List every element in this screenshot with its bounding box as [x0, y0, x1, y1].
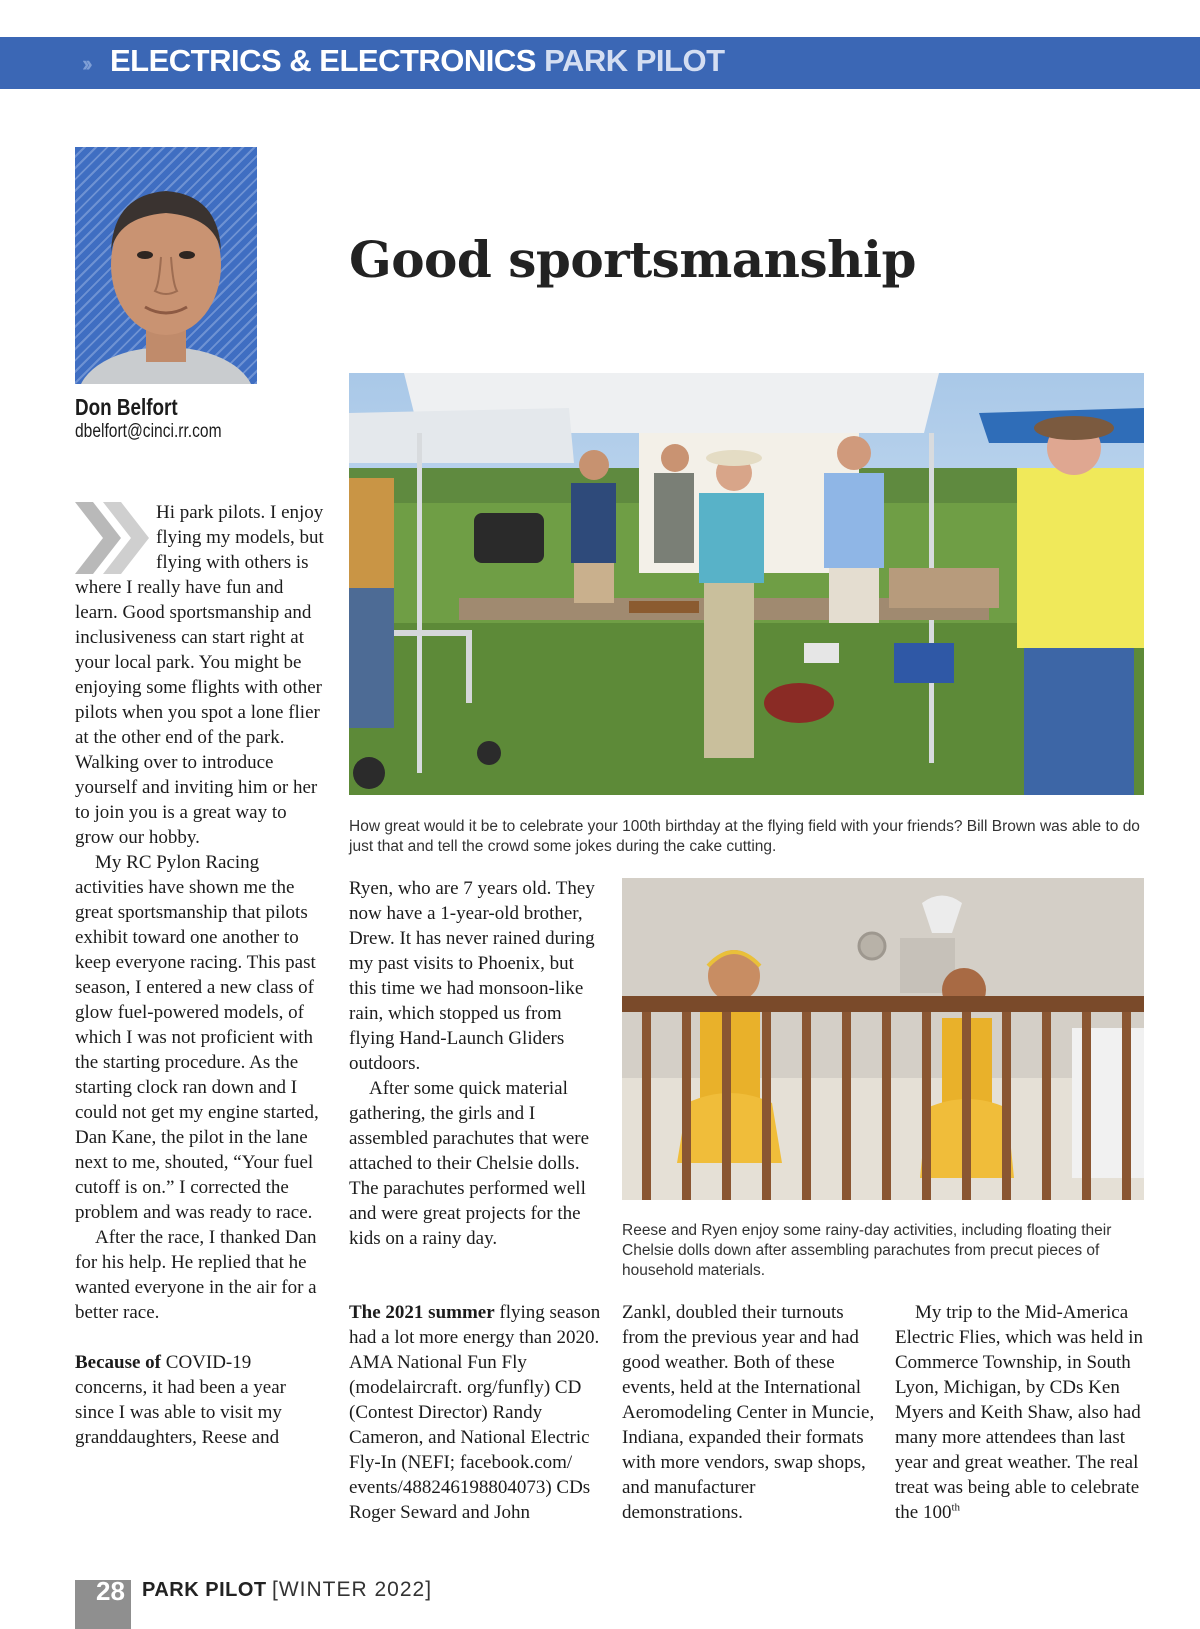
paragraph: Ryen, who are 7 years old. They now have a 1-year-old brother, Drew. It has never rained during my past visits to Phoenix, but this time we had monsoon-like rain, which stopped us from flying Hand-Launch Gliders outdoors. — [349, 878, 595, 1074]
section-header-bar — [0, 37, 1200, 89]
article-title: Good sportsmanship — [349, 230, 916, 289]
birthday-field-photo — [349, 373, 1144, 795]
paragraph-text: My trip to the Mid-America Electric Flies, which was held in Commerce Township, in South Lyon, Michigan, by CDs Ken Myers and Keith Shaw, also had many more attendees than last year and great weather. The real treat was being able to celebrate the 100 — [895, 1302, 1143, 1523]
ordinal-suffix: th — [951, 1501, 961, 1514]
paragraph: Hi park pilots. I enjoy flying my models, but flying with others is where I really have fun and learn. Good sportsmanship and inclusiveness can start right at your local park. You might be enjoying some flights with other pilots when you spot a lone flier at the other end of the park. Walking over to introduce yourself and inviting him or her to join you is a great way to grow our hobby. — [75, 502, 324, 848]
article-column-2 — [349, 876, 601, 1251]
author-email: dbelfort@cinci.rr.com — [75, 421, 222, 442]
paragraph: Zankl, doubled their turnouts from the previous year and had good weather. Both of these events, held at the International Aeromodeling Center in Muncie, Indiana, expanded their formats with more vendors, swap shops, and manufacturer demonstrations. — [622, 1302, 875, 1523]
paragraph-text: flying season had a lot more energy than 2020. AMA National Fun Fly (modelaircraft. org/funfly) CD (Contest Director) Randy Cameron, and National Electric Fly-In (NEFI; facebook.com/ events/488246198804073) CDs Roger Seward and John — [349, 1302, 601, 1523]
article-column-4 — [895, 1300, 1150, 1525]
author-headshot — [75, 147, 257, 384]
paragraph: My RC Pylon Racing activities have shown me the great sportsmanship that pilots exhibit toward one another to keep everyone racing. This past season, I entered a new class of glow fuel-powered models, of which I was not proficient with the starting procedure. As the starting clock ran down and I could not get my engine started, Dan Kane, the pilot in the lane next to me, shouted, “Your fuel cutoff is on.” I corrected the problem and was ready to race. — [75, 852, 319, 1223]
article-column-2-lower — [349, 1300, 601, 1525]
footer-magazine-name: PARK PILOT — [142, 1579, 267, 1601]
magazine-name: PARK PILOT — [544, 43, 725, 78]
paragraph — [895, 1300, 1150, 1525]
paragraph — [75, 1350, 327, 1450]
author-name: Don Belfort — [75, 394, 178, 420]
article-column-1 — [75, 500, 327, 1450]
photo-caption-birthday: How great would it be to celebrate your 100th birthday at the flying field with your friends? Bill Brown was able to do just that and tell the crowd some jokes during the cake cutting. — [349, 818, 1140, 855]
section-name: ELECTRICS & ELECTRONICS — [110, 43, 536, 78]
paragraph: After some quick material gathering, the girls and I assembled parachutes that were attached to their Chelsie dolls. The parachutes performed well and were great projects for the kids on a rainy day. — [349, 1078, 590, 1249]
page-number: 28 — [96, 1576, 125, 1606]
article-column-3 — [622, 1300, 877, 1525]
section-header-title — [110, 43, 725, 79]
paragraph-text: COVID-19 concerns, it had been a year since I was able to visit my granddaughters, Reese and — [75, 1352, 287, 1448]
footer-issue: [WINTER 2022] — [272, 1578, 433, 1601]
photo-caption-parachutes: Reese and Ryen enjoy some rainy-day activities, including floating their Chelsie dolls down after assembling parachutes from precut pieces of household materials. — [622, 1222, 1112, 1279]
paragraph-lead: The 2021 summer — [349, 1302, 495, 1323]
paragraph — [349, 1300, 601, 1525]
girls-parachute-photo — [622, 878, 1144, 1200]
double-chevron-dropcap-icon — [75, 502, 150, 574]
paragraph-lead: Because of — [75, 1352, 162, 1373]
paragraph: After the race, I thanked Dan for his help. He replied that he wanted everyone in the air for a better race. — [75, 1227, 317, 1323]
double-chevron-icon: ›› — [82, 51, 89, 76]
